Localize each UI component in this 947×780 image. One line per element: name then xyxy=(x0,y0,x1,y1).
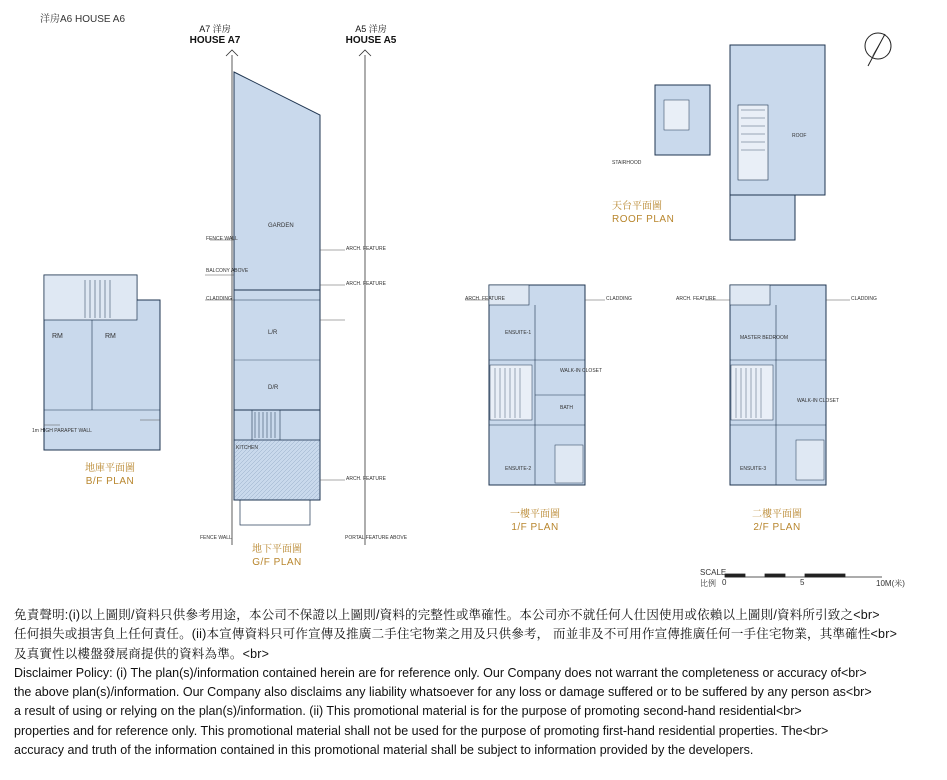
gf-fence-callout: FENCE WALL xyxy=(206,236,238,242)
roof-label: ROOF xyxy=(792,133,807,139)
f1-ensuite1-label: ENSUITE-1 xyxy=(505,330,532,336)
f2-closet-label: WALK-IN CLOSET xyxy=(797,398,840,404)
f2-plan-title xyxy=(737,508,817,534)
f2-plan-title-zh: 二樓平面圖 xyxy=(752,509,802,520)
f2-master-label: MASTER BEDROOM xyxy=(740,335,789,341)
north-arrow-icon xyxy=(858,26,898,76)
f2-plan xyxy=(730,285,826,485)
gf-plan-title xyxy=(237,543,317,569)
house-a5-zh: A5 洋房 xyxy=(355,24,387,34)
gf-portal-label: PORTAL FEATURE ABOVE xyxy=(345,535,408,541)
page-title: 洋房A6 HOUSE A6 xyxy=(40,14,126,25)
gf-arch-callout-2: ARCH. FEATURE xyxy=(346,281,386,287)
bf-wall-label: 1m HIGH PARAPET WALL xyxy=(32,428,92,434)
house-a7-zh: A7 洋房 xyxy=(199,24,231,34)
house-a5-header xyxy=(336,24,406,46)
gf-cladding-callout: CLADDING xyxy=(206,296,232,302)
roof-stair-label: STAIRHOOD xyxy=(612,160,642,166)
disclaimer-zh-line-2: 任何損失或損害負上任何責任。(ii)本宣傳資料只可作宣傳及推廣二手住宅物業之用及只供參考， 而並非及不可用作宣傳推廣任何一手住宅物業，其準確性<br> xyxy=(14,627,898,642)
gf-plan xyxy=(234,72,320,525)
f1-plan-title-en: 1/F PLAN xyxy=(511,522,559,533)
bf-room-label-2: RM xyxy=(105,333,116,340)
f1-arch-callout: ARCH. FEATURE xyxy=(465,296,505,302)
house-a7-en: HOUSE A7 xyxy=(189,35,241,46)
disclaimer xyxy=(14,606,944,760)
bf-room-label: RM xyxy=(52,333,63,340)
disclaimer-en-line-5: accuracy and truth of the information contained in this promotional material shall be subject to information provided by the developers. xyxy=(14,743,754,758)
gf-arch-callout-3: ARCH. FEATURE xyxy=(346,476,386,482)
bf-plan-title xyxy=(70,462,150,488)
roof-plan-title-en: ROOF PLAN xyxy=(612,214,675,225)
f2-ensuite3-label: ENSUITE-3 xyxy=(740,466,767,472)
f1-bath-label: BATH xyxy=(560,405,573,411)
gf-arch-callout: ARCH. FEATURE xyxy=(346,246,386,252)
scale-bar xyxy=(725,574,882,577)
f2-cladding-callout: CLADDING xyxy=(851,296,877,302)
f1-plan-title-zh: 一樓平面圖 xyxy=(510,509,560,520)
scale-mark-10: 10M(米) xyxy=(876,579,905,588)
disclaimer-en-line-1: Disclaimer Policy: (i) The plan(s)/information contained herein are for reference only. Our Company does not warrant the completeness or accuracy of<br> xyxy=(14,665,867,680)
gf-balcony-callout: BALCONY ABOVE xyxy=(206,268,249,274)
gf-lr-label: L/R xyxy=(268,330,278,336)
bf-plan-title-zh: 地庫平面圖 xyxy=(85,463,135,474)
f1-ensuite2-label: ENSUITE-2 xyxy=(505,466,532,472)
f2-arch-callout: ARCH. FEATURE xyxy=(676,296,716,302)
disclaimer-en-line-2: the above plan(s)/information. Our Company also disclaims any liability whatsoever for any loss or damage suffered or to be suffered by any person as<br> xyxy=(14,685,872,700)
disclaimer-zh-line-3: 及真實性以樓盤發展商提供的資料為準。<br> xyxy=(14,646,270,661)
disclaimer-en-line-4: properties and for reference only. This promotional material shall not be used for the purpose of promoting first-hand residential properties. The<br> xyxy=(14,723,829,738)
disclaimer-en-line-3: a result of using or relying on the plan(s)/information. (ii) This promotional material is for the purpose of promoting second-hand residential<br> xyxy=(14,704,802,719)
house-a7-header xyxy=(180,24,250,46)
callout-leaders xyxy=(44,240,850,480)
f1-plan xyxy=(489,285,585,485)
bf-plan xyxy=(44,275,160,450)
gf-garden-label: GARDEN xyxy=(268,223,294,229)
scale-mark-0: 0 xyxy=(722,578,727,587)
gf-kitchen-label: KITCHEN xyxy=(236,445,258,451)
scale-mark-5: 5 xyxy=(800,578,805,587)
roof-plan-title-zh: 天台平面圖 xyxy=(612,201,662,212)
disclaimer-zh-line-1: 免責聲明:(i)以上圖則/資料只供參考用途，本公司不保證以上圖則/資料的完整性或準確性。本公司亦不就任何人仕因使用或依賴以上圖則/資料所引致之<br> xyxy=(14,608,880,622)
f1-plan-title xyxy=(495,508,575,534)
house-a5-en: HOUSE A5 xyxy=(345,35,397,46)
roof-plan-title xyxy=(612,200,682,226)
scale-sub-label: 比例 xyxy=(700,579,716,588)
f1-closet-label: WALK-IN CLOSET xyxy=(560,368,603,374)
f1-cladding-callout: CLADDING xyxy=(606,296,632,302)
gf-plan-title-en: G/F PLAN xyxy=(252,557,302,568)
gf-plan-title-zh: 地下平面圖 xyxy=(252,544,302,555)
f2-plan-title-en: 2/F PLAN xyxy=(753,522,801,533)
bf-plan-title-en: B/F PLAN xyxy=(85,476,135,487)
scale-label: SCALE xyxy=(700,568,727,577)
gf-dr-label: D/R xyxy=(268,385,279,391)
gf-fence-label: FENCE WALL xyxy=(200,535,232,541)
